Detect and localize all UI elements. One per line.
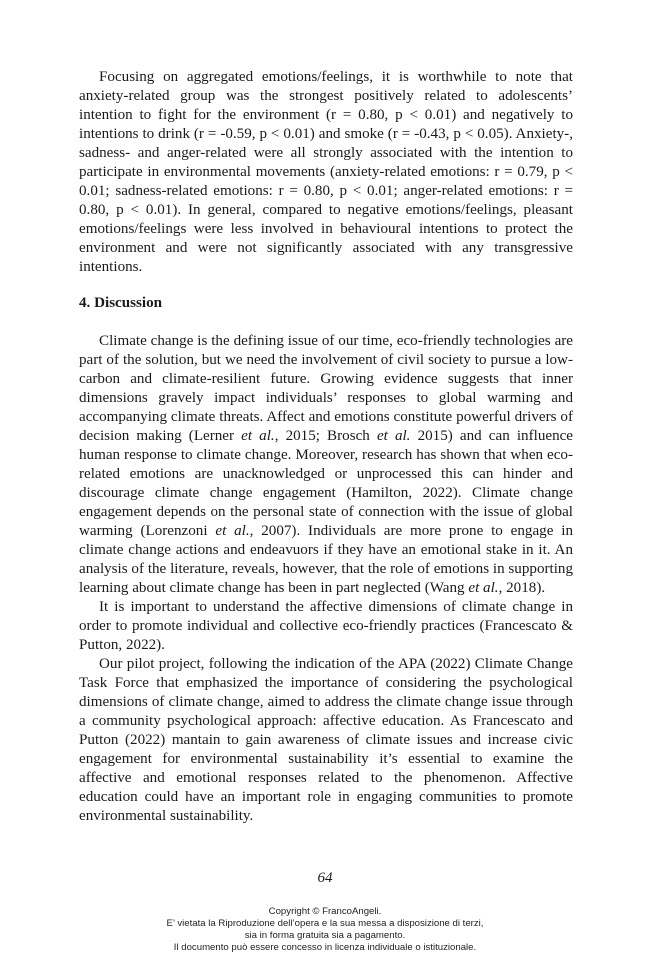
copyright-line: sia in forma gratuita sia a pagamento. [244,930,406,941]
italic-et-al: et al. [376,428,411,444]
copyright-line: E’ vietata la Riproduzione dell’opera e la sua messa a disposizione di terzi, [166,918,484,929]
text-run: , 2007). Individuals are more prone to engage in climate change actions and endeavuors if they have an emotional stake in it. An analysis of the literature, reveals, however, that the role of emotions in supporting learning about climate change has been in part neglected (Wang [79,523,573,596]
copyright-line: Copyright © FrancoAngeli. [268,906,382,917]
discussion-paragraph-1 [79,332,573,598]
italic-et-al: et al. [215,523,250,539]
italic-et-al: et al. [241,428,275,444]
text-run: Climate change is the defining issue of our time, eco-friendly technologies are part of the solution, but we need the involvement of civil society to pursue a low-carbon and climate-resilient future. Growing evidence suggests that inner dimensions gravely impact individuals’ responses to global warming and accompanying climate threats. Affect and emotions constitute powerful drivers of decision making (Lerner [79,333,573,444]
text-run: , 2018). [498,580,546,596]
section-heading: 4. Discussion [79,295,163,311]
copyright-notice [0,906,650,954]
discussion-paragraph-3: Our pilot project, following the indication of the APA (2022) Climate Change Task Force that emphasized the importance of considering the psychological dimensions of climate change, aimed to address the climate change issue through a community psychological approach: affective education. As Francescato and Putton (2022) mantain to gain awareness of climate issues and increase civic engagement for environmental sustainability it’s essential to examine the affective and emotional responses related to the phenomenon. Affective education could have an important role in engaging communities to promote environmental sustainability. [79,656,573,824]
discussion-text-block [79,332,573,826]
results-paragraph: Focusing on aggregated emotions/feelings, it is worthwhile to note that anxiety-related group was the strongest positively related to adolescents’ intention to fight for the environment (r = 0.80, p < 0.01) and negatively to intentions to drink (r = -0.59, p < 0.01) and smoke (r = -0.43, p < 0.05). Anxiety-, sadness- and anger-related were all strongly associated with the intention to participate in environmental movements (anxiety-related emotions: r = 0.79, p < 0.01; sadness-related emotions: r = 0.80, p < 0.01; anger-related emotions: r = 0.80, p < 0.01). In general, compared to negative emotions/feelings, pleasant emotions/feelings were less involved in behavioural intentions to protect the environment and were not significantly associated with any transgressive intentions. [79,69,573,275]
results-text-block [79,68,573,277]
discussion-paragraph-2: It is important to understand the affective dimensions of climate change in order to promote individual and collective eco-friendly practices (Francescato & Putton, 2022). [79,599,573,653]
italic-et-al: et al. [468,580,499,596]
text-run: 2015) and can influence human response to climate change. Moreover, research has shown that when eco-related emotions are unacknowledged or unprocessed this can hinder and discourage climate change engagement (Hamilton, 2022). Climate change engagement depends on the personal state of connection with the issue of global warming (Lorenzoni [79,428,574,539]
page-number: 64 [317,870,333,886]
text-run: , 2015; Brosch [274,428,377,444]
copyright-line: Il documento può essere concesso in licenza individuale o istituzionale. [173,942,477,953]
